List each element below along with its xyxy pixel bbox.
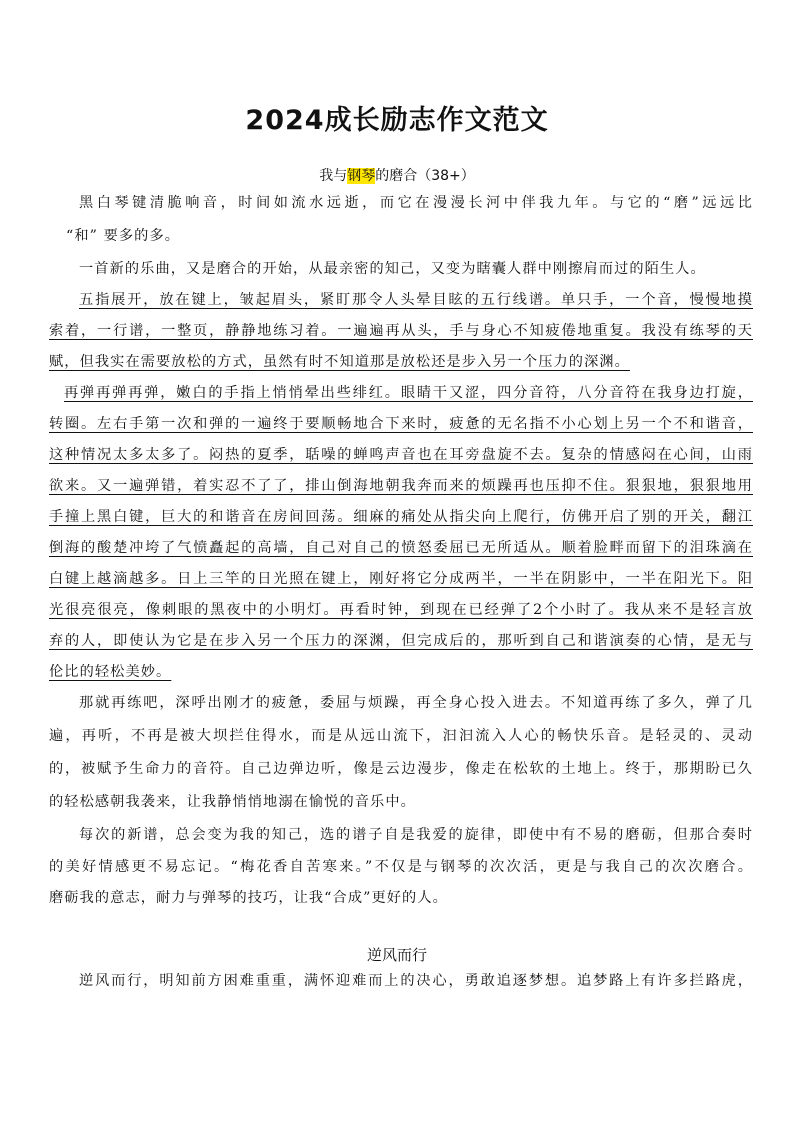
text-line: 再弹再弹再弹，嫩白的手指上悄悄晕出些绯红。眼睛干又涩，四分音符，八分音符在我身边打旋， <box>64 385 753 401</box>
text-line: 欲来。又一遍弹错，着实忍不了了，排山倒海地朝我奔而来的烦躁再也压抑不住。狠狠地，狠狠地用 <box>49 478 753 494</box>
essay2-title: 逆风而行 <box>366 946 427 964</box>
essay-title-suffix: 的磨合（38+） <box>375 168 475 184</box>
text-line: 每次的新谱，总会变为我的知己，选的谱子自是我爱的旋律，即使中有不易的磨砺，但那合奏时 <box>79 827 753 843</box>
text-line: 光很亮很亮，像刺眼的黑夜中的小明灯。再看时钟，到现在已经弹了2个小时了。我从来不是轻言放 <box>49 602 753 618</box>
text-line: 五指展开，放在键上，皱起眉头，紧盯那令人头晕目眩的五行线谱。单只手，一个音，慢慢地摸 <box>79 292 753 308</box>
text-line: 磨砺我的意志，耐力与弹琴的技巧，让我“合成”更好的人。 <box>49 890 448 906</box>
text-line: 弃的人，即使认为它是在步入另一个压力的深渊，但完成后的，那听到自己和谐演奏的心情，是无与 <box>49 633 753 649</box>
text-line: 白键上越滴越多。日上三竿的日光照在键上，刚好将它分成两半，一半在阴影中，一半在阳光下。阳 <box>49 571 753 587</box>
text-line: 的美好情感更不易忘记。“梅花香自苦寒来。”不仅是与钢琴的次次活，更是与我自己的次次磨合。 <box>49 859 753 875</box>
text-line: 一首新的乐曲，又是磨合的开始，从最亲密的知己，又变为瞎囊人群中刚擦肩而过的陌生人。 <box>79 261 706 277</box>
text-line: 伦比的轻松美妙。 <box>49 664 172 680</box>
text-line: 遍，再听，不再是被大坝拦住得水，而是从远山流下，汩汩流入人心的畅快乐音。是轻灵的、灵动 <box>49 728 753 744</box>
text-line: 的，被赋予生命力的音符。自己边弹边听，像是云边漫步，像走在松软的土地上。终于，那期盼已久 <box>49 761 753 777</box>
document-title: 2024成长励志作文范文 <box>245 105 549 136</box>
text-line: 手撞上黑白键，巨大的和谐音在房间回荡。细麻的痛处从指尖向上爬行，仿佛开启了别的开关，翻江 <box>49 509 753 525</box>
text-line: 那就再练吧，深呼出刚才的疲惫，委屈与烦躁，再全身心投入进去。不知道再练了多久，弹了几 <box>79 695 753 711</box>
essay-title-highlight: 钢琴 <box>347 168 376 184</box>
text-line: 这种情况太多太多了。闷热的夏季，聒噪的蝉鸣声音也在耳旁盘旋不去。复杂的情感闷在心间，山雨 <box>49 447 753 463</box>
text-line: 逆风而行，明知前方困难重重，满怀迎难而上的决心，勇敢追逐梦想。追梦路上有许多拦路虎， <box>79 973 753 989</box>
text-line: 转圈。左右手第一次和弹的一遍终于要顺畅地合下来时，疲惫的无名指不小心划上另一个不和谐音， <box>49 416 753 432</box>
essay-title-prefix: 我与 <box>319 168 348 184</box>
text-line: 索着，一行谱，一整页，静静地练习着。一遍遍再从头，手与身心不知疲倦地重复。我没有练琴的天 <box>49 323 753 339</box>
text-line: 赋，但我实在需要放松的方式，虽然有时不知道那是放松还是步入另一个压力的深渊。 <box>49 354 630 370</box>
text-line: 的轻松感朝我袭来，让我静悄悄地溺在愉悦的音乐中。 <box>49 794 416 810</box>
text-line: 黑白琴键清脆响音，时间如流水远逝，而它在漫漫长河中伴我九年。与它的“磨”远远比 <box>79 195 753 211</box>
text-line: “和” 要多的多。 <box>66 228 181 244</box>
text-line: 倒海的酸楚冲垮了气愤矗起的高墙，自己对自己的愤怒委屈已无所适从。顺着脸畔而留下的泪珠滴在 <box>49 540 753 556</box>
essay-title <box>0 165 794 185</box>
